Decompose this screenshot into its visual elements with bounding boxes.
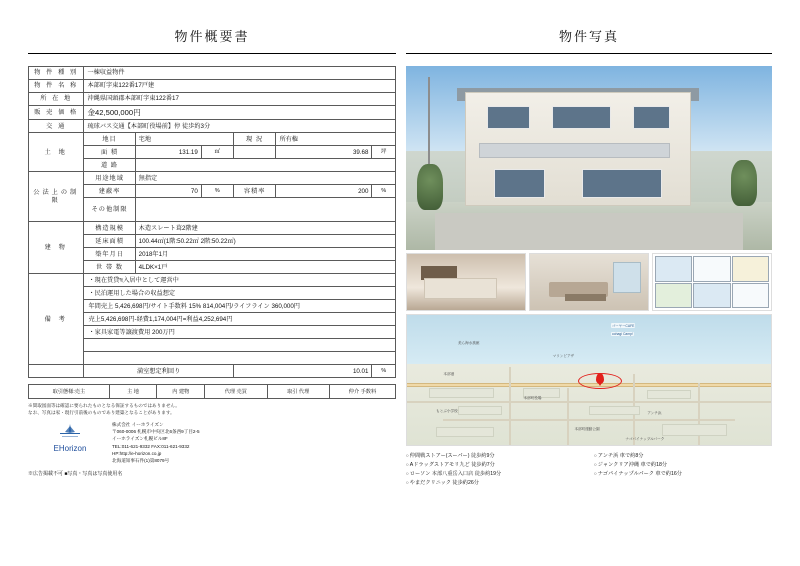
table-row [29, 146, 396, 159]
map-label: 本部町役場 [523, 395, 542, 400]
map-label: ナゴパイナップルパーク [625, 437, 665, 442]
land-genkyo-label: 現 況 [233, 133, 276, 146]
company-line: 株式会社 イーホライズン [112, 422, 164, 428]
building-row-label: 構造規模 [84, 222, 135, 235]
bed [424, 278, 497, 299]
sig-cell: 取引態様:売主 [29, 385, 110, 399]
row-value: 本部町字東122番17戸建 [84, 80, 396, 93]
land-chimoku-value: 宅地 [135, 133, 233, 146]
map-poi: oohagi Camp! [611, 331, 633, 336]
table-row [29, 120, 396, 133]
table-row [29, 185, 396, 198]
logo-wordmark: EHorizon [53, 444, 87, 454]
poi-item: ○ Aドラッグストアモリ九ど 徒歩約7分 [406, 461, 584, 470]
table-row [29, 172, 396, 185]
driveway [435, 213, 742, 250]
remarks-line: 売上5,426,698円-経費1,174,004円=利益4,252,694円 [84, 313, 396, 326]
remarks-line [84, 352, 396, 365]
table-row [29, 352, 396, 365]
company-line: 北海道知事石件(1)第8079号 [112, 457, 170, 463]
building-row-value: 100.44㎡(1階:50.22㎡ 2階:50.22㎡) [135, 235, 395, 248]
land-road-value [135, 159, 395, 172]
row-label: 物 件 名 称 [29, 80, 84, 93]
sig-cell: 取引 代理 [267, 385, 329, 399]
sig-cell: 仲介 手数料 [329, 385, 395, 399]
map-block [458, 406, 502, 415]
land-area-value: 131.19 [135, 146, 201, 159]
floor-plan-grid [655, 256, 769, 308]
plan-room [655, 256, 692, 282]
map-block [429, 388, 495, 398]
remarks-line: 年間売上 5,426,698円/サイト手数料 15% 814,004円/ライフライン 360,000円 [84, 300, 396, 313]
other-restriction-label: その他制限 [84, 198, 135, 222]
exterior-photo [406, 66, 772, 250]
poi-item: ○ アンチ浜 車で約8分 [594, 452, 772, 461]
map-label: マリンピアザ [552, 354, 575, 358]
land-tsubo-value: 39.68 [276, 146, 372, 159]
window [552, 106, 611, 128]
table-row [29, 159, 396, 172]
property-map-marker[interactable] [596, 373, 604, 384]
footnote-1: ※間取図面等は確認に要られたものとなる保証するものではありません。 [28, 403, 180, 409]
road [443, 419, 734, 421]
row-label: 交 通 [29, 120, 84, 133]
poi-list-left [406, 452, 584, 488]
sig-cell: 代理 売買 [205, 385, 267, 399]
land-area-label: 面 積 [84, 146, 135, 159]
company-line: TEL:011-621-9332 FAX:011-621-9332 [112, 443, 190, 449]
yoseki-label: 容積率 [233, 185, 276, 198]
plan-room [655, 283, 692, 309]
table-row [29, 326, 396, 339]
sig-cell: 内 建物 [157, 385, 205, 399]
row-label: 販 売 価 格 [29, 106, 84, 120]
company-line: 〒060-0006 札幌市中央区北6条西9丁目2-5 [112, 429, 200, 435]
table-row [29, 67, 396, 80]
table-row [29, 274, 396, 287]
company-info [112, 421, 200, 464]
kenpei-value: 70 [135, 185, 201, 198]
map-block [647, 390, 691, 399]
map-poi: ゴーヤーCAFE [611, 323, 635, 328]
table-row [29, 261, 396, 274]
youto-value: 無指定 [135, 172, 395, 185]
poi-lists [406, 452, 772, 488]
table-row [29, 133, 396, 146]
tree [731, 160, 757, 206]
window [487, 106, 531, 128]
row-value: 琉球バス交通【本部町役場前】停 徒歩約3分 [84, 120, 396, 133]
restriction-label: 公法上の制限 [29, 172, 84, 222]
summary-table [28, 66, 396, 378]
company-line: HP:http://e-horizon.co.jp [112, 450, 162, 456]
land-road-label: 道 路 [84, 159, 135, 172]
remarks-line: ・家具家電等譲渡費用 200万円 [84, 326, 396, 339]
photo-section-title: 物件写真 [406, 26, 772, 54]
other-restriction-value [135, 198, 395, 222]
land-label: 土 地 [29, 133, 84, 172]
yield-unit: % [372, 365, 396, 378]
bedroom-photo [406, 253, 526, 311]
window-door [613, 262, 641, 293]
building-row-label: 延床面積 [84, 235, 135, 248]
land-area-unit: ㎡ [201, 146, 233, 159]
table-row [29, 222, 396, 235]
page-title: 物件概要書 [28, 26, 396, 54]
row-label: 物 件 種 別 [29, 67, 84, 80]
table-row [29, 106, 396, 120]
table-row [29, 198, 396, 222]
poi-list-right [594, 452, 772, 488]
land-tsubo-unit: 坪 [372, 146, 396, 159]
window [494, 169, 545, 198]
land-area-spacer [233, 146, 276, 159]
map-label: もとぶ小学校 [436, 408, 458, 413]
yield-spacer [29, 365, 84, 378]
window [633, 106, 670, 128]
building-row-label: 世 帯 数 [84, 261, 135, 274]
kenpei-unit: % [201, 185, 233, 198]
map-label: アンチ浜 [647, 411, 662, 416]
right-column [406, 26, 772, 536]
road [509, 367, 511, 445]
plan-room [732, 283, 769, 309]
map-block [436, 427, 494, 437]
building-row-value: 2018年1月 [135, 248, 395, 261]
building-label: 建 物 [29, 222, 84, 274]
map-label: 本部町運動公園 [574, 426, 600, 431]
table-row [29, 339, 396, 352]
thumbnail-row [406, 253, 772, 311]
row-label: 所 在 地 [29, 93, 84, 106]
building-row-label: 築年月日 [84, 248, 135, 261]
table-row [29, 300, 396, 313]
table-row [29, 313, 396, 326]
yoseki-unit: % [372, 185, 396, 198]
poi-item: ○ ローソン 本部八重岳入口店 徒歩約19分 [406, 470, 584, 479]
remarks-label: 備 考 [29, 274, 84, 365]
table-row [29, 385, 396, 399]
building-row-value: 木造スレート葺2階建 [135, 222, 395, 235]
plan-room [693, 283, 730, 309]
company-line: イーホライズン札幌ビル8F [112, 436, 168, 442]
table-row [29, 93, 396, 106]
plan-room [732, 256, 769, 282]
building-row-value: 4LDK×1戸 [135, 261, 395, 274]
poi-item: ○ ジャンクリア沖縄 車で約18分 [594, 461, 772, 470]
footer-strip [28, 421, 396, 464]
ad-restriction-note: ※広告掲載不可 ■写真・写真は写真使用名 [28, 470, 123, 477]
map-block [589, 406, 640, 415]
map-label: 美ら海水族館 [457, 341, 480, 345]
table-row [29, 235, 396, 248]
tree [417, 164, 443, 210]
poi-item: ○ 仲間戦ストアー(スーパー) 徒歩約9分 [406, 452, 584, 461]
youto-label: 用途地域 [84, 172, 135, 185]
kenpei-label: 建蔽率 [84, 185, 135, 198]
transaction-type-table [28, 384, 396, 399]
map-label: 本部港 [443, 372, 455, 377]
remarks-line [84, 339, 396, 352]
plan-room [693, 256, 730, 282]
table-row [29, 365, 396, 378]
table-row [29, 80, 396, 93]
yield-value: 10.01 [233, 365, 372, 378]
price-value: 金42,500,000円 [84, 106, 396, 120]
remarks-line: ・現在賃貸ছ入居中として運営中 [84, 274, 396, 287]
land-genkyo-value: 所有権 [276, 133, 396, 146]
row-value: 一棟収益物件 [84, 67, 396, 80]
living-room-photo [529, 253, 649, 311]
road [567, 388, 569, 445]
yoseki-value: 200 [276, 185, 372, 198]
yield-label: 満室想定利回り [84, 365, 233, 378]
map-block [662, 424, 728, 436]
row-value: 沖縄県国頭郡本部町字東122番17 [84, 93, 396, 106]
sig-cell: 主 地 [109, 385, 157, 399]
company-logo [28, 421, 112, 453]
remarks-line: ・民泊運用した場合の収益想定 [84, 287, 396, 300]
poi-item: ○ ナゴパイナップルパーク 車で約16分 [594, 470, 772, 479]
horizon-logo-icon [57, 423, 83, 443]
table-row [29, 248, 396, 261]
floor-plan-image [652, 253, 772, 311]
road [407, 401, 771, 403]
land-chimoku-label: 地目 [84, 133, 135, 146]
coffee-table [565, 294, 605, 301]
left-column [28, 26, 396, 536]
poi-item: ○ やまだクリニック 徒歩約26分 [406, 479, 584, 488]
balcony [479, 143, 669, 158]
footnote-2: なお、写真は家・現行引前後のものであり建築となることがあります。 [28, 410, 175, 416]
entrance-door [582, 169, 663, 198]
location-map[interactable] [406, 314, 772, 446]
table-row [29, 287, 396, 300]
